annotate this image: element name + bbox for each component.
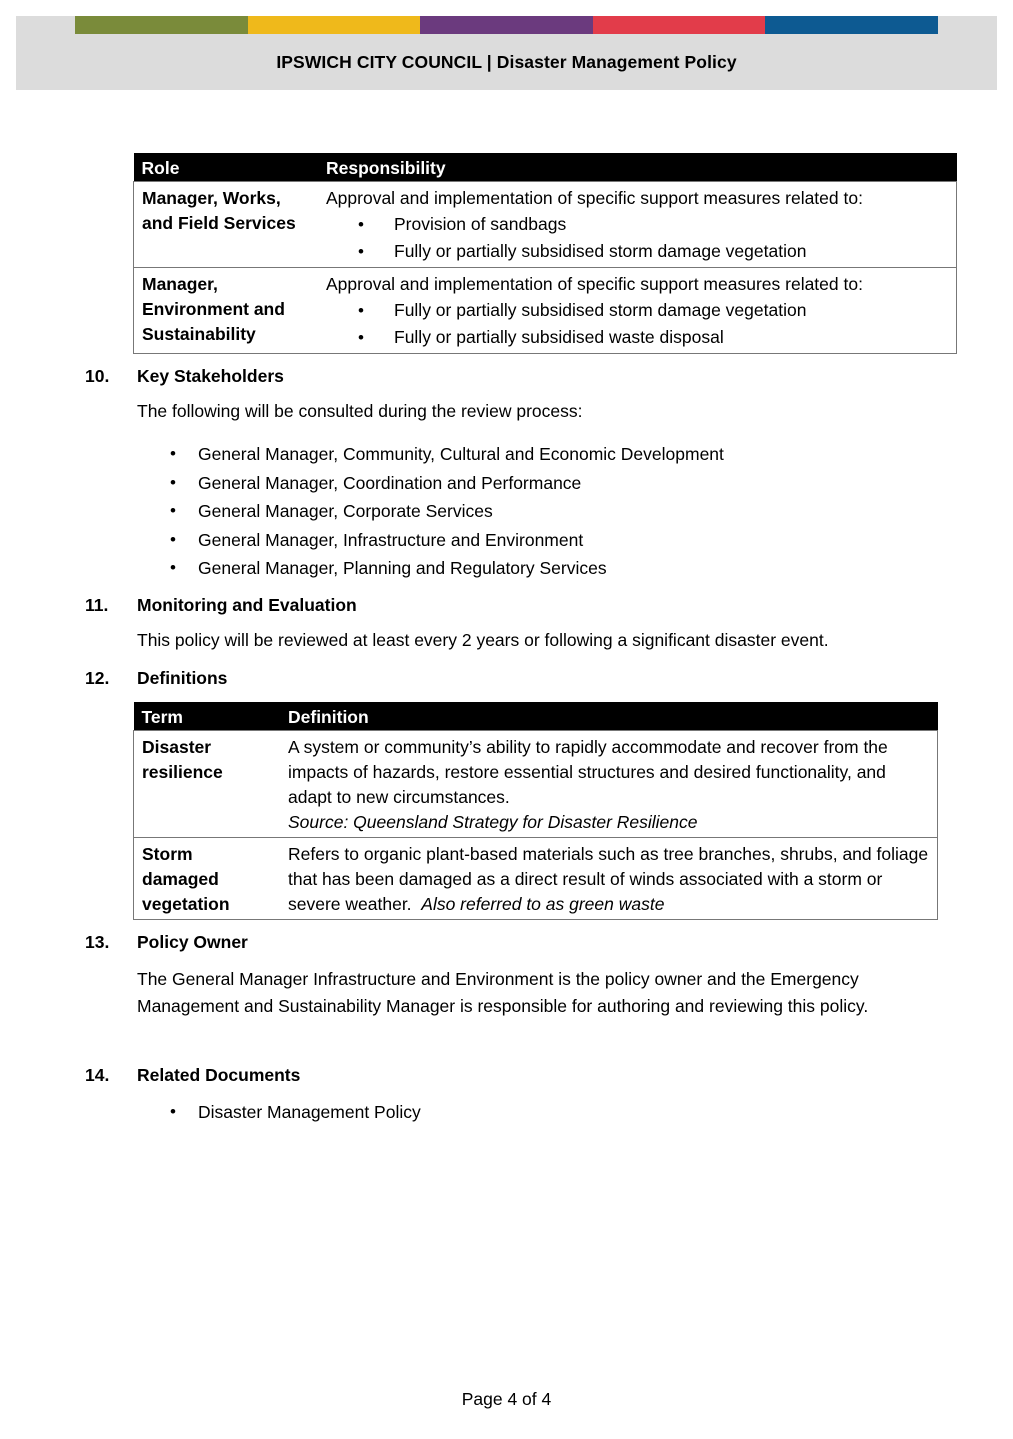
responsibility-cell xyxy=(318,268,957,354)
roles-table-header xyxy=(134,153,957,182)
list-item: • General Manager, Planning and Regulatory Services xyxy=(168,554,724,583)
header-color-bar xyxy=(75,16,938,34)
table-row xyxy=(134,731,938,838)
responsibility-cell xyxy=(318,182,957,268)
definition-cell xyxy=(280,838,938,920)
page-number: Page 4 of 4 xyxy=(461,1389,552,1409)
term-cell: Disaster resilience xyxy=(142,737,223,782)
definition-text: A system or community’s ability to rapidly accommodate and recover from the impacts of hazards, restore essential structures and desired functionality, and adapt to new circumstances. xyxy=(288,737,888,807)
list-item: • Disaster Management Policy xyxy=(168,1098,421,1127)
role-cell: Manager, Environment and Sustainability xyxy=(142,274,285,344)
related-documents-list xyxy=(168,1098,421,1127)
section-title-monitoring: Monitoring and Evaluation xyxy=(137,595,357,615)
policy-owner-text: The General Manager Infrastructure and Environment is the policy owner and the Emergency Management and Sustainability Manager is responsible for authoring and reviewing this policy. xyxy=(137,969,869,1016)
section-title-policy-owner: Policy Owner xyxy=(137,932,248,952)
column-header-term: Term xyxy=(134,702,281,731)
color-bar-yellow xyxy=(248,16,421,34)
list-item: • General Manager, Corporate Services xyxy=(168,497,724,526)
list-item: • Provision of sandbags xyxy=(356,211,948,238)
section-number: 11. xyxy=(85,595,109,615)
definition-note: Also referred to as green waste xyxy=(421,894,665,914)
list-item: • Fully or partially subsidised storm damage vegetation xyxy=(356,238,948,265)
column-header-responsibility: Responsibility xyxy=(318,153,957,182)
role-cell: Manager, Works, and Field Services xyxy=(142,188,296,233)
column-header-definition: Definition xyxy=(280,702,938,731)
responsibility-list xyxy=(326,211,948,265)
column-header-role: Role xyxy=(134,153,319,182)
monitoring-text: This policy will be reviewed at least every 2 years or following a significant disaster event. xyxy=(137,630,829,650)
list-item: • General Manager, Coordination and Performance xyxy=(168,469,724,498)
section-title-definitions: Definitions xyxy=(137,668,228,688)
section-title-related-documents: Related Documents xyxy=(137,1065,301,1085)
table-row xyxy=(134,182,957,268)
section-number: 12. xyxy=(85,668,110,688)
list-item: • Fully or partially subsidised storm damage vegetation xyxy=(356,297,948,324)
color-bar-purple xyxy=(420,16,593,34)
term-cell: Storm damaged vegetation xyxy=(142,844,230,914)
section-title-key-stakeholders: Key Stakeholders xyxy=(137,366,284,386)
list-item: • General Manager, Community, Cultural and Economic Development xyxy=(168,440,724,469)
responsibility-intro: Approval and implementation of specific support measures related to: xyxy=(326,274,863,294)
document-header-title: IPSWICH CITY COUNCIL | Disaster Management Policy xyxy=(276,52,737,72)
color-bar-blue xyxy=(765,16,938,34)
section-number: 10. xyxy=(85,366,110,386)
definitions-table xyxy=(133,702,938,920)
definition-cell xyxy=(280,731,938,838)
section-number: 13. xyxy=(85,932,110,952)
definition-source: Source: Queensland Strategy for Disaster Resilience xyxy=(288,812,698,832)
list-item: • General Manager, Infrastructure and Environment xyxy=(168,526,724,555)
list-item: • Fully or partially subsidised waste disposal xyxy=(356,324,948,351)
stakeholders-intro: The following will be consulted during the review process: xyxy=(137,401,583,421)
definitions-table-header xyxy=(134,702,938,731)
responsibility-intro: Approval and implementation of specific support measures related to: xyxy=(326,188,863,208)
color-bar-red xyxy=(593,16,766,34)
responsibility-list xyxy=(326,297,948,351)
color-bar-olive xyxy=(75,16,248,34)
table-row xyxy=(134,838,938,920)
stakeholders-list xyxy=(168,440,724,583)
section-number: 14. xyxy=(85,1065,110,1085)
definition-text: Refers to organic plant-based materials such as tree branches, shrubs, and foliage that has been damaged as a direct result of winds associated with a storm or severe weather. xyxy=(288,844,929,914)
table-row xyxy=(134,268,957,354)
roles-table xyxy=(133,153,957,354)
